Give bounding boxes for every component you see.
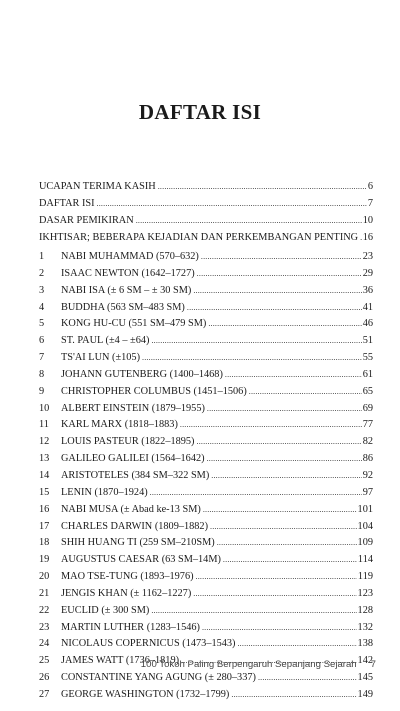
entry-page-number: 86 (362, 453, 373, 465)
entry-label: CHARLES DARWIN (1809–1882) (61, 520, 209, 532)
entry-label: EUCLID (± 300 SM) (61, 604, 150, 616)
toc-entry[interactable] (39, 603, 373, 620)
dot-leader (142, 350, 362, 367)
entry-label: LENIN (1870–1924) (61, 486, 148, 498)
dot-leader (193, 586, 356, 603)
entry-page-number: 23 (362, 251, 373, 262)
front-matter-entry[interactable] (39, 213, 373, 230)
entry-number: 17 (39, 520, 50, 532)
front-matter-entry[interactable] (39, 179, 373, 196)
toc-entry[interactable] (39, 569, 373, 586)
entry-page-number: 128 (357, 604, 373, 616)
entry-page-number: 10 (362, 214, 373, 226)
entry-number: 7 (39, 352, 45, 364)
entry-page-number: 132 (357, 621, 373, 633)
toc-entry[interactable] (39, 485, 373, 502)
entry-page-number: 36 (362, 284, 373, 296)
toc-entry[interactable] (39, 670, 373, 687)
entry-label: CONSTANTINE YANG AGUNG (± 280–337) (61, 672, 256, 684)
dot-leader (197, 266, 362, 283)
front-matter-list (39, 179, 373, 246)
front-matter-entry[interactable] (39, 230, 373, 247)
entry-page-number: 97 (362, 486, 373, 498)
entry-label: SHIH HUANG TI (259 SM–210SM) (61, 537, 215, 549)
entry-number: 2 (39, 267, 45, 279)
entry-page-number: 55 (362, 352, 373, 364)
dot-leader (237, 636, 356, 653)
chapter-list (39, 249, 373, 704)
entry-page-number: 51 (362, 335, 373, 347)
dot-leader (193, 283, 361, 300)
dot-leader (158, 179, 367, 196)
footer-page-number: 7 (370, 659, 376, 670)
entry-label: GEORGE WASHINGTON (1732–1799) (61, 688, 230, 700)
toc-entry[interactable] (39, 451, 373, 468)
dot-leader (258, 670, 357, 687)
dot-leader (197, 434, 362, 451)
entry-label: TS'AI LUN (±105) (61, 352, 141, 364)
toc-entry[interactable] (39, 552, 373, 569)
dot-leader (360, 230, 362, 247)
footer-book-title: 100 Tokoh Paling Berpengaruh Sepanjang Sejarah (140, 659, 357, 670)
entry-page-number: 142 (357, 655, 373, 667)
entry-number: 21 (39, 587, 50, 599)
front-matter-entry[interactable] (39, 196, 373, 213)
page-title: DAFTAR ISI (138, 100, 262, 125)
entry-page-number: 138 (357, 638, 373, 650)
entry-number: 5 (39, 318, 45, 330)
entry-label: MAO TSE-TUNG (1893–1976) (61, 571, 194, 583)
toc-entry[interactable] (39, 350, 373, 367)
entry-page-number: 69 (362, 402, 373, 414)
entry-page-number: 114 (357, 554, 373, 566)
entry-label: NABI MUHAMMAD (570–632) (61, 251, 199, 262)
toc-entry[interactable] (39, 300, 373, 317)
entry-label: GALILEO GALILEI (1564–1642) (61, 453, 205, 465)
entry-label: ISAAC NEWTON (1642–1727) (61, 267, 195, 279)
entry-label: NICOLAUS COPERNICUS (1473–1543) (61, 638, 236, 650)
entry-page-number: 119 (357, 571, 373, 583)
entry-number: 13 (39, 453, 50, 465)
entry-page-number: 61 (362, 368, 373, 380)
entry-page-number: 46 (362, 318, 373, 330)
entry-label: NABI ISA (± 6 SM – ± 30 SM) (61, 284, 192, 296)
entry-label: CHRISTOPHER COLUMBUS (1451–1506) (61, 385, 247, 397)
entry-label: NABI MUSA (± Abad ke-13 SM) (61, 503, 201, 515)
entry-page-number: 6 (367, 181, 373, 192)
entry-number: 9 (39, 385, 45, 397)
entry-page-number: 82 (362, 436, 373, 448)
entry-page-number: 41 (362, 301, 373, 313)
dot-leader (210, 519, 357, 536)
entry-number: 25 (39, 655, 50, 667)
entry-number: 6 (39, 335, 45, 347)
entry-page-number: 77 (362, 419, 373, 431)
entry-label: JOHANN GUTENBERG (1400–1468) (61, 368, 223, 380)
dot-leader (187, 300, 362, 317)
entry-label: BUDDHA (563 SM–483 SM) (61, 301, 185, 313)
entry-page-number: 145 (357, 672, 373, 684)
toc-entry[interactable] (39, 519, 373, 536)
entry-number: 22 (39, 604, 50, 616)
toc-entry[interactable] (39, 249, 373, 266)
toc-entry[interactable] (39, 384, 373, 401)
dot-leader (151, 333, 361, 350)
entry-page-number: 149 (357, 688, 373, 700)
dot-leader (207, 401, 362, 418)
dot-leader (196, 569, 357, 586)
entry-number: 4 (39, 301, 45, 313)
entry-page-number: 16 (362, 231, 373, 243)
entry-page-number: 29 (362, 267, 373, 279)
dot-leader (201, 249, 362, 266)
entry-number: 23 (39, 621, 50, 633)
entry-number: 20 (39, 571, 50, 583)
entry-label: JAMES WATT (1736–1819) (61, 655, 180, 667)
entry-label: DAFTAR ISI (39, 197, 95, 209)
entry-number: 14 (39, 469, 50, 481)
entry-page-number: 92 (362, 469, 373, 481)
entry-label: JENGIS KHAN (± 1162–1227) (61, 587, 192, 599)
entry-label: ARISTOTELES (384 SM–322 SM) (61, 469, 210, 481)
entry-number: 19 (39, 554, 50, 566)
entry-page-number: 101 (357, 503, 373, 515)
entry-label: ALBERT EINSTEIN (1879–1955) (61, 402, 205, 414)
entry-page-number: 7 (367, 197, 373, 209)
entry-number: 8 (39, 368, 45, 380)
dot-leader (202, 620, 357, 637)
entry-number: 3 (39, 284, 45, 296)
entry-label: KARL MARX (1818–1883) (61, 419, 178, 431)
entry-label: DASAR PEMIKIRAN (39, 214, 134, 226)
entry-page-number: 65 (362, 385, 373, 397)
dot-leader (208, 316, 361, 333)
entry-number: 12 (39, 436, 50, 448)
toc-entry[interactable] (39, 586, 373, 603)
entry-label: IKHTISAR; BEBERAPA KEJADIAN DAN PERKEMBANGAN PENTING (39, 231, 359, 243)
toc-entry[interactable] (39, 266, 373, 283)
entry-number: 26 (39, 672, 50, 684)
toc-entry[interactable] (39, 401, 373, 418)
dot-leader (136, 213, 362, 230)
dot-leader (225, 367, 362, 384)
entry-number: 24 (39, 638, 50, 650)
toc-entry[interactable] (39, 468, 373, 485)
entry-label: KONG HU-CU (551 SM–479 SM) (61, 318, 207, 330)
dot-leader (97, 196, 367, 213)
entry-number: 10 (39, 402, 50, 414)
page-footer (141, 659, 376, 670)
entry-number: 16 (39, 503, 50, 515)
entry-label: LOUIS PASTEUR (1822–1895) (61, 436, 195, 448)
dot-leader (150, 485, 362, 502)
toc-entry[interactable] (39, 502, 373, 519)
entry-label: ST. PAUL (±4 – ±64) (61, 335, 150, 347)
entry-label: AUGUSTUS CAESAR (63 SM–14M) (61, 554, 221, 566)
toc-entry[interactable] (39, 535, 373, 552)
dot-leader (180, 417, 362, 434)
entry-page-number: 109 (357, 537, 373, 549)
entry-label: UCAPAN TERIMA KASIH (39, 181, 156, 192)
dot-leader (249, 384, 362, 401)
toc-entry[interactable] (39, 636, 373, 653)
dot-leader (211, 468, 361, 485)
toc-entry[interactable] (39, 417, 373, 434)
toc-entry[interactable] (39, 620, 373, 637)
entry-number: 18 (39, 537, 50, 549)
toc-entry[interactable] (39, 687, 373, 704)
entry-number: 15 (39, 486, 50, 498)
dot-leader (223, 552, 357, 569)
toc-entry[interactable] (39, 367, 373, 384)
dot-leader (203, 502, 357, 519)
dot-leader (217, 535, 357, 552)
entry-number: 11 (39, 419, 49, 431)
toc-entry[interactable] (39, 434, 373, 451)
toc-entry[interactable] (39, 333, 373, 350)
entry-page-number: 123 (357, 587, 373, 599)
dot-leader (231, 687, 356, 704)
entry-page-number: 104 (357, 520, 373, 532)
toc-entry[interactable] (39, 316, 373, 333)
entry-number: 1 (39, 251, 45, 262)
dot-leader (151, 603, 356, 620)
entry-number: 27 (39, 688, 50, 700)
toc-entry[interactable] (39, 283, 373, 300)
dot-leader (207, 451, 362, 468)
entry-label: MARTIN LUTHER (1283–1546) (61, 621, 200, 633)
